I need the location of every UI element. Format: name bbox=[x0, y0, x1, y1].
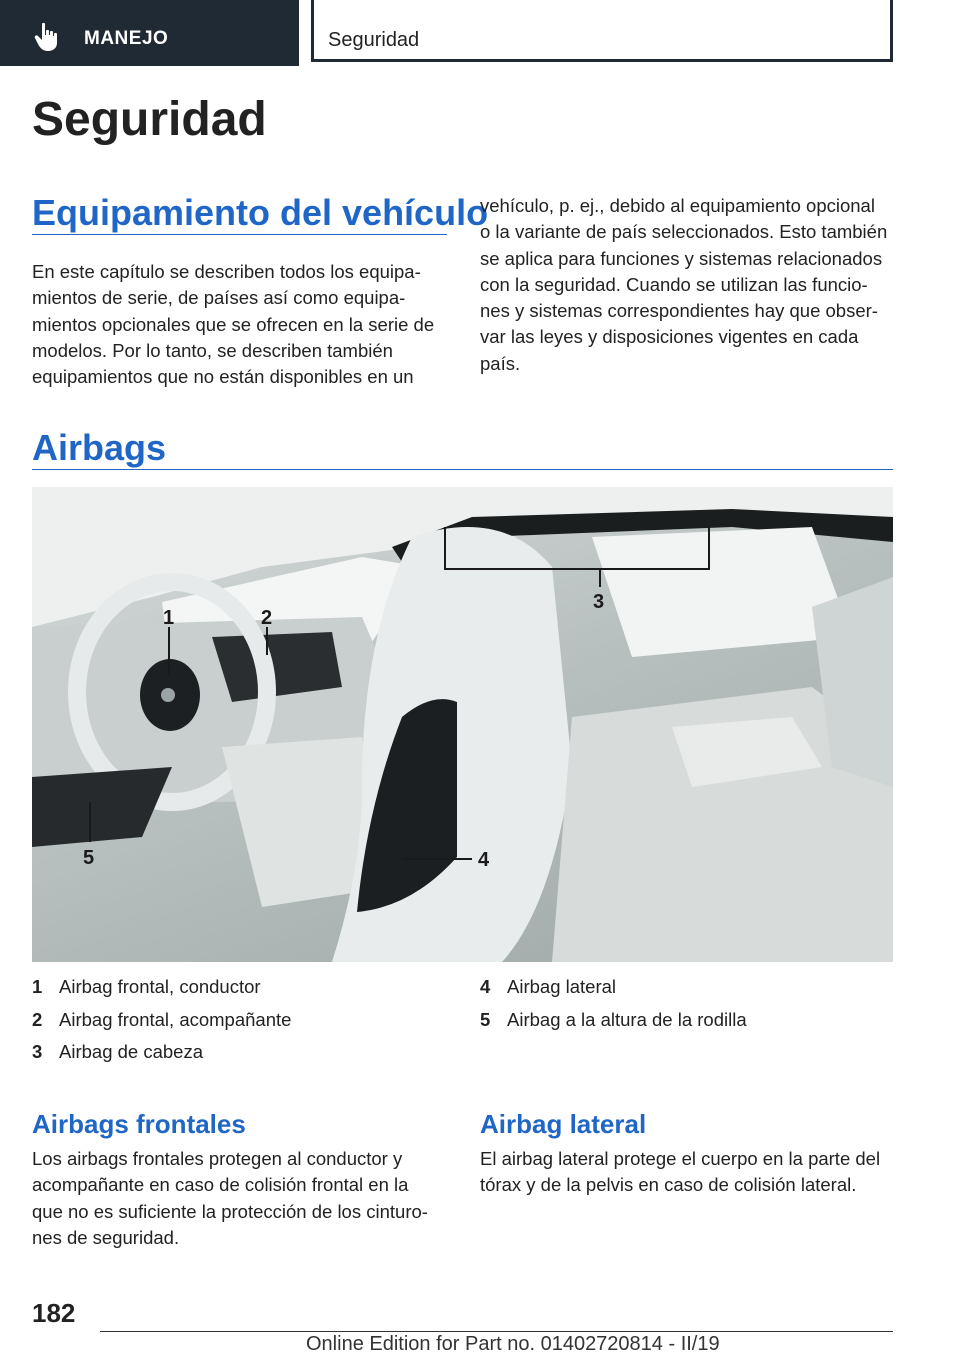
section-tab[interactable] bbox=[0, 0, 299, 66]
subheading-airbags-frontales: Airbags frontales bbox=[32, 1109, 246, 1139]
callout-4: 4 bbox=[478, 849, 490, 871]
page-title: Seguridad bbox=[32, 93, 267, 146]
chapter-label: Seguridad bbox=[328, 29, 420, 51]
hand-pointer-icon bbox=[34, 22, 62, 52]
legend-item: 1 Airbag frontal, conductor bbox=[32, 976, 261, 998]
car-interior-illustration bbox=[32, 487, 893, 962]
section-label: MANEJO bbox=[84, 28, 169, 49]
intro-text-left: En este capítulo se describen todos los equipa- mientos de serie, de países así como equipa- mientos opcionales que se ofrecen en la serie de modelos. Por lo tanto, se describen también equipamientos que no están disponibles en un bbox=[32, 261, 435, 388]
callout-3: 3 bbox=[593, 591, 605, 613]
callout-1: 1 bbox=[163, 607, 175, 629]
section-rule bbox=[32, 469, 893, 470]
section-heading-equipamiento: Equipamiento del vehículo bbox=[32, 192, 489, 233]
legend-item: 4 Airbag lateral bbox=[480, 976, 617, 998]
legend-item: 5 Airbag a la altura de la rodilla bbox=[480, 1008, 747, 1030]
footer-rule bbox=[100, 1331, 893, 1332]
callout-2: 2 bbox=[261, 607, 273, 629]
lateral-text: El airbag lateral protege el cuerpo en la parte del tórax y de la pelvis en caso de colisión lateral. bbox=[480, 1148, 881, 1196]
chapter-tab bbox=[311, 0, 893, 62]
figure-legend-right bbox=[480, 971, 747, 1036]
section-heading-airbags: Airbags bbox=[32, 427, 167, 468]
edition-footer: Online Edition for Part no. 01402720814 - II/19 bbox=[306, 1333, 720, 1355]
section-rule bbox=[32, 234, 447, 235]
intro-text-right: vehículo, p. ej., debido al equipamiento opcional o la variante de país seleccionados. Esto también se aplica para funciones y sistemas relacionados con la seguridad. Cuando se utilizan las funcio- nes y sistemas correspondientes hay que obser- var las leyes y disposiciones vigentes en cada país. bbox=[480, 195, 888, 374]
subheading-airbag-lateral: Airbag lateral bbox=[480, 1109, 647, 1139]
airbag-figure bbox=[32, 487, 893, 962]
callout-5: 5 bbox=[83, 847, 95, 869]
page-number: 182 bbox=[32, 1298, 76, 1328]
legend-item: 3 Airbag de cabeza bbox=[32, 1041, 203, 1063]
frontal-text: Los airbags frontales protegen al conductor y acompañante en caso de colisión frontal en la que no es suficiente la protección de los cinturo- nes de seguridad. bbox=[32, 1148, 428, 1248]
legend-item: 2 Airbag frontal, acompañante bbox=[32, 1008, 292, 1030]
figure-legend-left bbox=[32, 971, 291, 1069]
